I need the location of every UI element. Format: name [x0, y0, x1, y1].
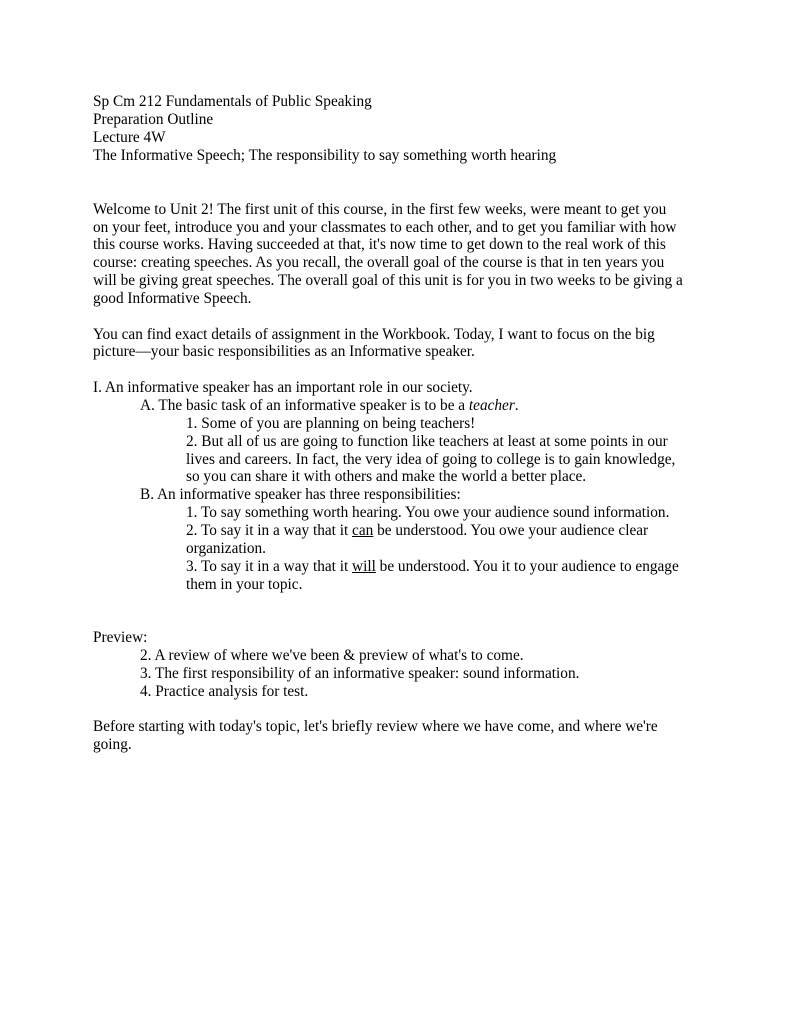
outline-point-b: B. An informative speaker has three responsibilities: — [140, 486, 461, 503]
outline-point-b3-cont: them in your topic. — [186, 576, 303, 593]
outline-point-b2-cont: organization. — [186, 540, 267, 557]
preview-item: 2. A review of where we've been & preview of what's to come. — [140, 647, 524, 664]
outline-point-b2-text: 2. To say it in a way that it — [186, 522, 353, 539]
intro-line: Welcome to Unit 2! The first unit of this course, in the first few weeks, were meant to get you — [93, 201, 667, 218]
outline-point-b2-suffix: be understood. You owe your audience clear — [373, 522, 649, 539]
outline-point-b3-suffix: be understood. You it to your audience to engage — [375, 558, 679, 575]
outline-point-b2 — [186, 522, 648, 540]
intro-line: on your feet, introduce you and your classmates to each other, and to get you familiar with how — [93, 219, 677, 236]
emphasis-teacher: teacher — [468, 397, 515, 414]
preview-item: 3. The first responsibility of an informative speaker: sound information. — [140, 665, 580, 682]
outline-point-b3-text: 3. To say it in a way that it — [186, 558, 353, 575]
intro-line: will be giving great speeches. The overall goal of this unit is for you in two weeks to be giving a — [93, 272, 683, 289]
closing-line: Before starting with today's topic, let's briefly review where we have come, and where we're — [93, 718, 658, 735]
closing-line: going. — [93, 736, 132, 753]
outline-point-a — [140, 397, 519, 415]
course-title: Sp Cm 212 Fundamentals of Public Speaking — [93, 93, 372, 110]
lecture-topic: The Informative Speech; The responsibility to say something worth hearing — [93, 147, 557, 164]
outline-point-a-text: A. The basic task of an informative speaker is to be a — [140, 397, 469, 414]
outline-point-b3 — [186, 558, 679, 576]
preview-item: 4. Practice analysis for test. — [140, 683, 309, 700]
outline-point-b1: 1. To say something worth hearing. You owe your audience sound information. — [186, 504, 670, 521]
emphasis-will: will — [352, 558, 376, 575]
document-type: Preparation Outline — [93, 111, 214, 128]
outline-point-a1: 1. Some of you are planning on being teachers! — [186, 415, 476, 432]
focus-line: picture—your basic responsibilities as an Informative speaker. — [93, 343, 475, 360]
preview-heading: Preview: — [93, 629, 148, 646]
outline-point-a-suffix: . — [514, 397, 519, 414]
outline-point-a2: 2. But all of us are going to function like teachers at least at some points in our — [186, 433, 668, 450]
intro-line: good Informative Speech. — [93, 290, 252, 307]
outline-point-a2-cont: lives and careers. In fact, the very idea of going to college is to gain knowledge, — [186, 451, 676, 468]
outline-point-a2-cont: so you can share it with others and make the world a better place. — [186, 468, 587, 485]
focus-line: You can find exact details of assignment in the Workbook. Today, I want to focus on the big — [93, 326, 655, 343]
outline-point-1: I. An informative speaker has an important role in our society. — [93, 379, 473, 396]
intro-line: this course works. Having succeeded at that, it's now time to get down to the real work of this — [93, 236, 666, 253]
emphasis-can: can — [352, 522, 374, 539]
intro-line: course: creating speeches. As you recall, the overall goal of the course is that in ten years you — [93, 254, 665, 271]
lecture-number: Lecture 4W — [93, 129, 166, 146]
